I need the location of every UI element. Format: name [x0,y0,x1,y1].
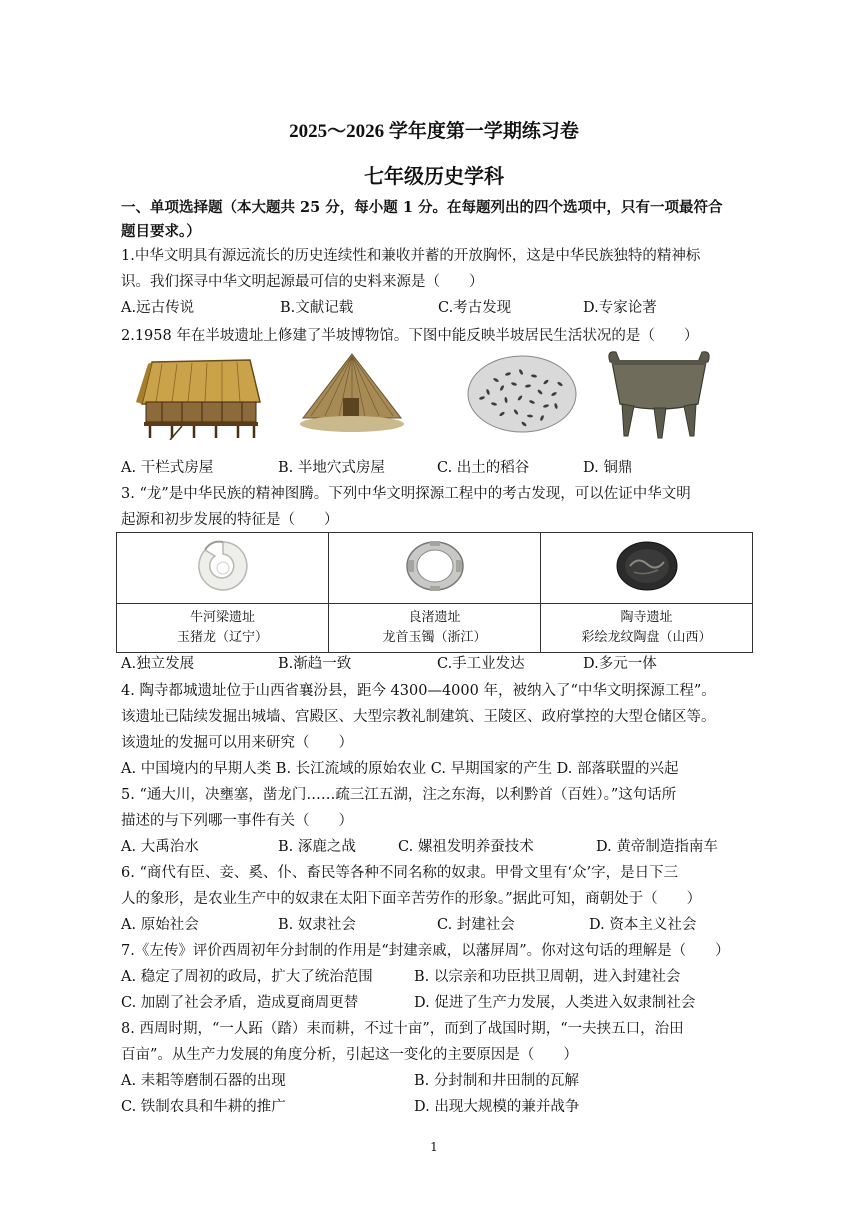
section-heading: 一、单项选择题（本大题共 25 分，每小题 1 分。在每题列出的四个选项中，只有一项最符合 [121,199,723,216]
artifact-name: 彩绘龙纹陶盘（山西） [581,630,712,645]
page-subtitle: 七年级历史学科 [364,166,504,188]
option-d[interactable]: D. 铜鼎 [583,460,633,476]
site-name: 牛河梁遗址 [189,610,255,625]
option-c[interactable]: C. 封建社会 [437,917,515,933]
option-c[interactable]: C.考古发现 [438,300,512,316]
question-5-text-cont: 描述的与下列哪一事件有关（ ） [121,813,353,829]
option-a[interactable]: A. 大禹治水 [121,839,199,855]
stilt-house-image [132,352,264,440]
option-b[interactable]: B.文献记载 [280,300,354,316]
question-8-text-cont: 百亩”。从生产力发展的角度分析，引起这一变化的主要原因是（ ） [121,1047,578,1063]
option-b[interactable]: B. 半地穴式房屋 [278,460,385,476]
question-4-options[interactable]: A. 中国境内的早期人类 B. 长江流域的原始农业 C. 早期国家的产生 D. 部落联盟的兴起 [121,761,679,777]
page-number: 1 [430,1140,438,1154]
question-4-text-cont: 该遗址的发掘可以用来研究（ ） [121,735,353,751]
section-heading-cont: 题目要求。） [121,223,201,240]
site-name: 陶寺遗址 [620,610,673,625]
option-c[interactable]: C. 加剧了社会矛盾，造成夏商周更替 [121,995,359,1011]
artifact-name: 玉猪龙（辽宁） [176,630,268,645]
option-d[interactable]: D. 促进了生产力发展，人类进入奴隶制社会 [414,995,696,1011]
jade-pig-dragon-image [193,536,253,596]
semi-pit-house-image [297,352,407,440]
option-b[interactable]: B.渐趋一致 [278,656,352,672]
option-d[interactable]: D.专家论著 [583,300,657,316]
question-4-text: 4. 陶寺都城遗址位于山西省襄汾县，距今 4300—4000 年，被纳入了“中华文明探源工程”。 [121,683,716,699]
option-b[interactable]: B. 分封制和井田制的瓦解 [414,1073,579,1089]
artifact-name: 龙首玉镯（浙江） [382,630,487,645]
question-7-text: 7.《左传》评价西周初年分封制的作用是“封建亲戚，以藩屏周”。你对这句话的理解是（ ） [121,943,730,959]
option-a[interactable]: A. 稳定了周初的政局，扩大了统治范围 [121,969,373,985]
artifact-table [116,532,753,653]
table-cell [117,604,329,653]
option-a[interactable]: A. 原始社会 [121,917,199,933]
option-c[interactable]: C.手工业发达 [437,656,525,672]
jade-bracelet-image [400,536,470,596]
option-d[interactable]: D. 出现大规模的兼并战争 [414,1099,580,1115]
option-b[interactable]: B. 奴隶社会 [278,917,356,933]
option-a[interactable]: A. 干栏式房屋 [121,460,214,476]
table-cell [329,533,541,604]
option-a[interactable]: A.独立发展 [121,656,195,672]
option-c[interactable]: C. 铁制农具和牛耕的推广 [121,1099,286,1115]
question-5-text: 5. “通大川，决壅塞，凿龙门……疏三江五湖，注之东海，以利黔首（百姓）。”这句话所 [121,787,677,803]
table-cell [329,604,541,653]
option-b[interactable]: B. 涿鹿之战 [278,839,356,855]
question-6-text-cont: 人的象形，是农业生产中的奴隶在太阳下面辛苦劳作的形象。”据此可知，商朝处于（ ） [121,891,702,907]
table-cell [117,533,329,604]
question-1-text: 1.中华文明具有源远流长的历史连续性和兼收并蓄的开放胸怀，这是中华民族独特的精神标 [121,248,701,264]
question-2-text: 2.1958 年在半坡遗址上修建了半坡博物馆。下图中能反映半坡居民生活状况的是（ ） [121,328,699,344]
table-cell [541,604,753,653]
option-a[interactable]: A.远古传说 [121,300,195,316]
table-cell [541,533,753,604]
question-6-text: 6. “商代有臣、妾、奚、仆、畜民等各种不同名称的奴隶。甲骨文里有‘众’字，是日下三 [121,865,679,881]
option-c[interactable]: C. 嫘祖发明养蚕技术 [398,839,534,855]
question-3-text: 3. “龙”是中华民族的精神图腾。下列中华文明探源工程中的考古发现，可以佐证中华文明 [121,486,691,502]
option-c[interactable]: C. 出土的稻谷 [437,460,530,476]
painted-dragon-plate-image [612,536,682,596]
question-4-text-cont: 该遗址已陆续发掘出城墙、宫殿区、大型宗教礼制建筑、王陵区、政府掌控的大型仓储区等。 [121,709,716,725]
option-d[interactable]: D. 资本主义社会 [589,917,697,933]
option-a[interactable]: A. 耒耜等磨制石器的出现 [121,1073,286,1089]
question-3-text-cont: 起源和初步发展的特征是（ ） [121,512,339,528]
rice-grains-image [466,354,578,434]
question-8-text: 8. 西周时期，“一人跖（踏）耒而耕，不过十亩”，而到了战国时期，“一夫挟五口，治田 [121,1021,684,1037]
option-b[interactable]: B. 以宗亲和功臣拱卫周朝，进入封建社会 [414,969,681,985]
bronze-ding-image [600,348,718,440]
option-d[interactable]: D. 黄帝制造指南车 [596,839,718,855]
page-title: 2025～2026 学年度第一学期练习卷 [289,121,579,142]
question-1-text-cont: 识。我们探寻中华文明起源最可信的史料来源是（ ） [121,274,484,290]
option-d[interactable]: D.多元一体 [583,656,657,672]
site-name: 良渚遗址 [408,610,461,625]
